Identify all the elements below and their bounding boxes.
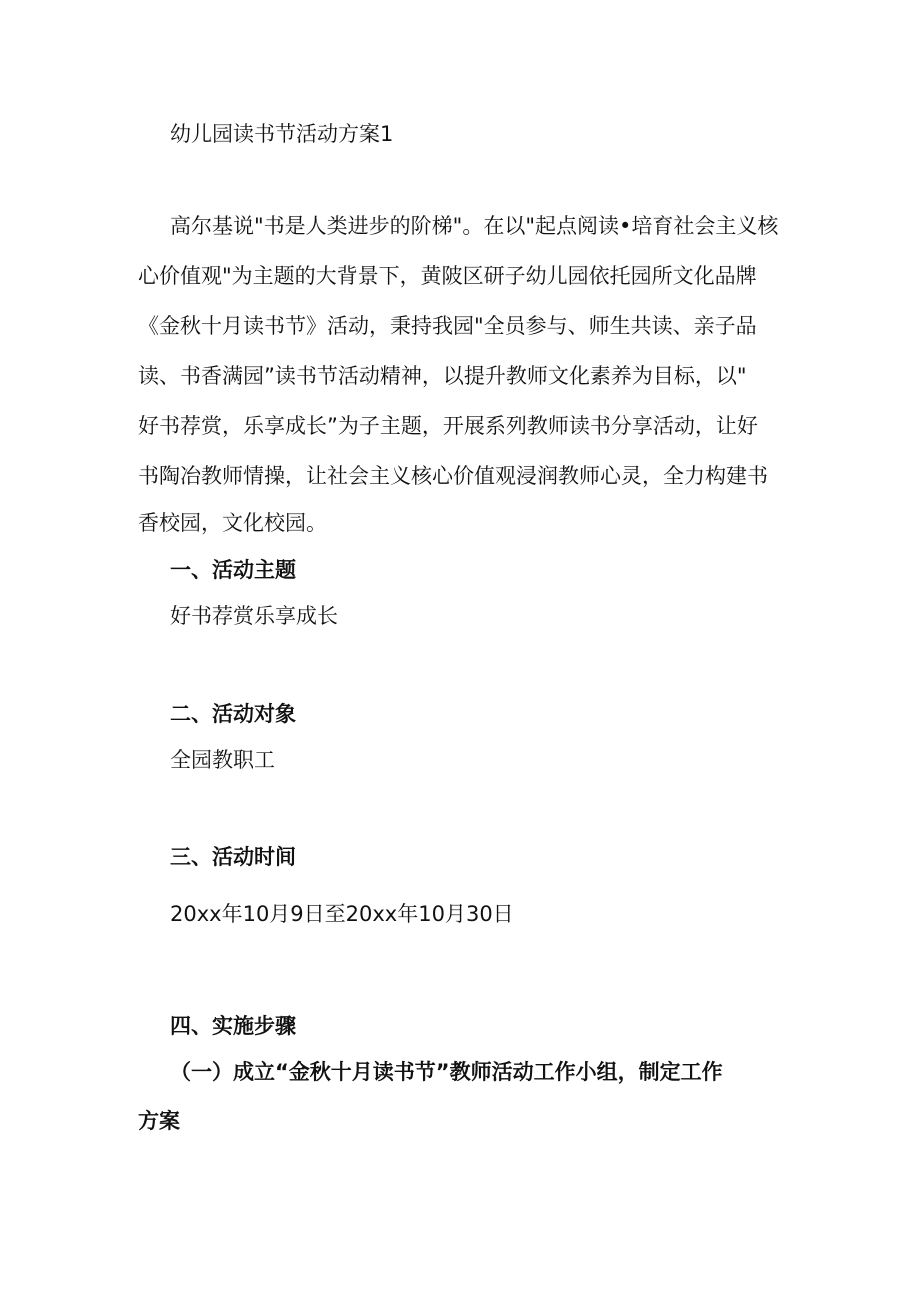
- intro-line-2: 心价值观"为主题的大背景下，黄陂区研子幼儿园依托园所文化品牌: [138, 264, 757, 288]
- section-target-heading: 二、活动对象: [170, 702, 296, 726]
- section-theme-content: 好书荐赏乐享成长: [170, 604, 338, 628]
- intro-line-6: 书陶冶教师情操，让社会主义核心价值观浸润教师心灵，全力构建书: [138, 464, 768, 488]
- intro-line-5: 好书荐赏，乐享成长”为子主题，开展系列教师读书分享活动，让好: [138, 414, 758, 438]
- section-steps-subheading-line-2: 方案: [138, 1109, 180, 1133]
- intro-line-3: 《金秋十月读书节》活动，秉持我园"全员参与、师生共读、亲子品: [138, 314, 757, 338]
- section-steps-heading: 四、实施步骤: [170, 1014, 296, 1038]
- section-theme-heading: 一、活动主题: [170, 558, 296, 582]
- intro-line-7: 香校园，文化校园。: [138, 511, 327, 535]
- section-time-heading: 三、活动时间: [170, 845, 296, 869]
- section-target-content: 全园教职工: [170, 748, 275, 772]
- section-steps-subheading-line-1: （一）成立“金秋十月读书节”教师活动工作小组，制定工作: [170, 1060, 723, 1084]
- document-title: 幼儿园读书节活动方案1: [170, 122, 394, 146]
- intro-line-4: 读、书香满园”读书节活动精神，以提升教师文化素养为目标，以": [138, 364, 747, 388]
- section-time-content: 20xx年10月9日至20xx年10月30日: [170, 902, 514, 926]
- intro-line-1: 高尔基说"书是人类进步的阶梯"。在以"起点阅读•培育社会主义核: [170, 214, 779, 238]
